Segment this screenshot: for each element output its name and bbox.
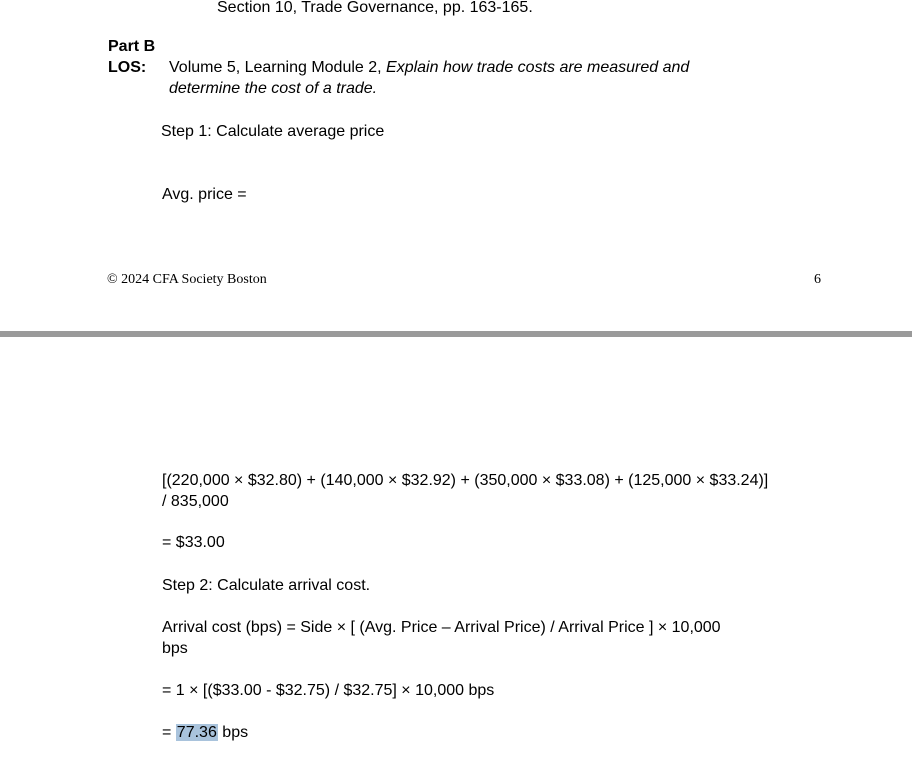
avg-price-label: Avg. price = <box>162 186 247 203</box>
arrival-cost-result <box>162 723 248 743</box>
footer-copyright: © 2024 CFA Society Boston <box>107 272 267 287</box>
highlighted-result-value[interactable]: 77.36 <box>176 724 217 741</box>
los-label: LOS: <box>108 59 147 76</box>
avg-price-formula-line1: [(220,000 × $32.80) + (140,000 × $32.92) + (350,000 × $33.08) + (125,000 × $33.24)] <box>162 472 769 489</box>
step1-heading: Step 1: Calculate average price <box>161 123 385 140</box>
los-italic-line1: Explain how trade costs are measured and <box>386 59 690 76</box>
los-text-line2: determine the cost of a trade. <box>169 80 378 97</box>
avg-price-formula-line2: / 835,000 <box>162 493 229 510</box>
part-label: Part B <box>108 38 156 55</box>
los-text-line1 <box>169 58 689 78</box>
result-prefix: = <box>162 724 176 741</box>
los-prefix: Volume 5, Learning Module 2, <box>169 59 387 76</box>
arrival-calc-line: = 1 × [($33.00 - $32.75) / $32.75] × 10,000 bps <box>162 682 495 699</box>
document-page-bottom <box>0 337 912 768</box>
footer-page-number: 6 <box>814 272 821 287</box>
result-suffix: bps <box>217 724 249 741</box>
document-page-top <box>0 0 912 331</box>
arrival-formula-line2: bps <box>162 640 188 657</box>
step2-heading: Step 2: Calculate arrival cost. <box>162 577 371 594</box>
section-reference: Section 10, Trade Governance, pp. 163-165. <box>217 0 533 16</box>
avg-price-result: = $33.00 <box>162 534 225 551</box>
arrival-formula-line1: Arrival cost (bps) = Side × [ (Avg. Price – Arrival Price) / Arrival Price ] × 10,000 <box>162 619 721 636</box>
